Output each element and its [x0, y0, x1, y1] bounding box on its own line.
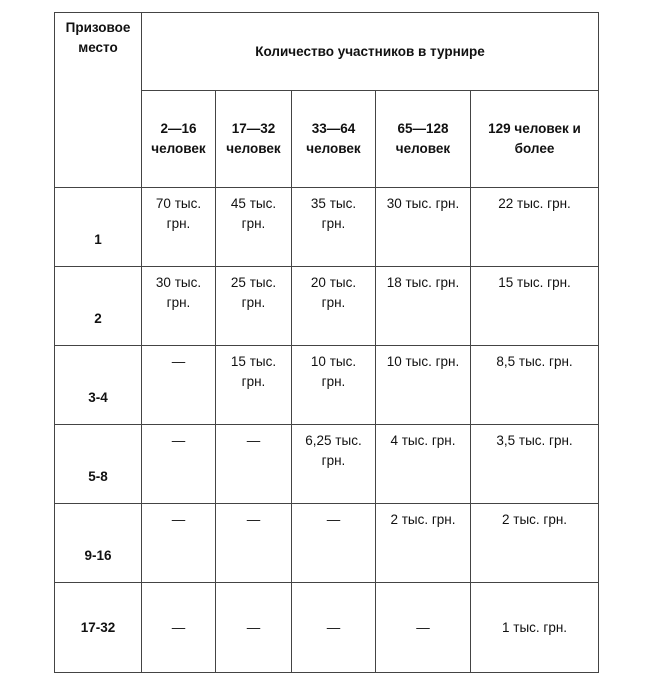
column-header-label: 65—128 человек: [395, 121, 451, 156]
prize-value: 2 тыс. грн.: [390, 512, 456, 527]
column-header-label: 17—32 человек: [226, 121, 281, 156]
prize-value: 30 тыс. грн.: [155, 275, 202, 310]
prize-cell: [216, 188, 292, 267]
prize-cell: [216, 346, 292, 425]
table-title-row: [55, 13, 599, 91]
participants-header-label: Количество участников в турнире: [255, 43, 485, 59]
prize-value: 1 тыс. грн.: [502, 619, 568, 635]
prize-cell: [292, 188, 376, 267]
table-row: [55, 346, 599, 425]
prize-value: 70 тыс. грн.: [155, 196, 202, 231]
prize-value: —: [246, 619, 261, 635]
prize-value: 20 тыс. грн.: [310, 275, 357, 310]
prize-cell: [292, 504, 376, 583]
prize-cell: [376, 346, 471, 425]
table-row: [55, 504, 599, 583]
column-header: [216, 91, 292, 188]
prize-cell: [142, 504, 216, 583]
prize-cell: [471, 346, 599, 425]
prize-value: 6,25 тыс. грн.: [305, 433, 362, 468]
prize-value: 18 тыс. грн.: [386, 275, 460, 290]
table-row: [55, 583, 599, 673]
corner-header-label: Призовое место: [65, 20, 131, 55]
prize-value: 30 тыс. грн.: [386, 196, 460, 211]
prize-value: 15 тыс. грн.: [230, 354, 277, 389]
prize-cell: [216, 425, 292, 504]
prize-cell: [142, 346, 216, 425]
prize-cell: [292, 425, 376, 504]
place-cell: 1: [55, 188, 142, 267]
place-cell: 3-4: [55, 346, 142, 425]
prize-value: 8,5 тыс. грн.: [496, 354, 573, 369]
prize-value: —: [171, 512, 186, 527]
prize-value: —: [171, 354, 186, 369]
column-header: [376, 91, 471, 188]
prize-value: 4 тыс. грн.: [390, 433, 456, 448]
prize-cell: [471, 425, 599, 504]
prize-value: 10 тыс. грн.: [386, 354, 460, 369]
prize-cell: [471, 188, 599, 267]
prize-cell: [292, 346, 376, 425]
prize-cell: [216, 504, 292, 583]
place-cell: 2: [55, 267, 142, 346]
prize-cell: [376, 425, 471, 504]
prize-cell: [471, 583, 599, 673]
prize-value: 35 тыс. грн.: [310, 196, 357, 231]
prize-cell: [216, 583, 292, 673]
prize-cell: [471, 267, 599, 346]
table-row: [55, 188, 599, 267]
prize-cell: [376, 583, 471, 673]
prize-value: 45 тыс. грн.: [230, 196, 277, 231]
prize-cell: [142, 583, 216, 673]
column-header-label: 129 человек и более: [488, 121, 581, 156]
table-row: [55, 425, 599, 504]
prize-value: —: [326, 512, 341, 527]
prize-value: —: [246, 512, 261, 527]
column-header-label: 33—64 человек: [306, 121, 361, 156]
prize-value: 25 тыс. грн.: [230, 275, 277, 310]
prize-cell: [142, 425, 216, 504]
prize-value: —: [326, 619, 341, 635]
prize-cell: [292, 267, 376, 346]
corner-header-cell: [55, 13, 142, 188]
prize-value: —: [246, 433, 261, 448]
table-row: [55, 267, 599, 346]
prize-cell: [376, 267, 471, 346]
prize-value: 10 тыс. грн.: [310, 354, 357, 389]
column-header-label: 2—16 человек: [151, 121, 206, 156]
column-header: [142, 91, 216, 188]
prize-value: —: [416, 619, 430, 635]
prize-value: —: [171, 433, 186, 448]
prize-value: —: [171, 619, 186, 635]
column-header: [471, 91, 599, 188]
prize-table: [54, 12, 599, 673]
prize-cell: [376, 504, 471, 583]
prize-value: 22 тыс. грн.: [498, 196, 571, 211]
place-cell: 5-8: [55, 425, 142, 504]
prize-value: 3,5 тыс. грн.: [496, 433, 573, 448]
prize-cell: [292, 583, 376, 673]
participants-header-cell: [142, 13, 599, 91]
prize-cell: [376, 188, 471, 267]
prize-cell: [142, 188, 216, 267]
prize-value: 15 тыс. грн.: [498, 275, 571, 290]
place-cell: 17-32: [55, 583, 142, 673]
prize-cell: [216, 267, 292, 346]
place-cell: 9-16: [55, 504, 142, 583]
prize-cell: [471, 504, 599, 583]
prize-cell: [142, 267, 216, 346]
prize-value: 2 тыс. грн.: [502, 512, 568, 527]
column-header: [292, 91, 376, 188]
